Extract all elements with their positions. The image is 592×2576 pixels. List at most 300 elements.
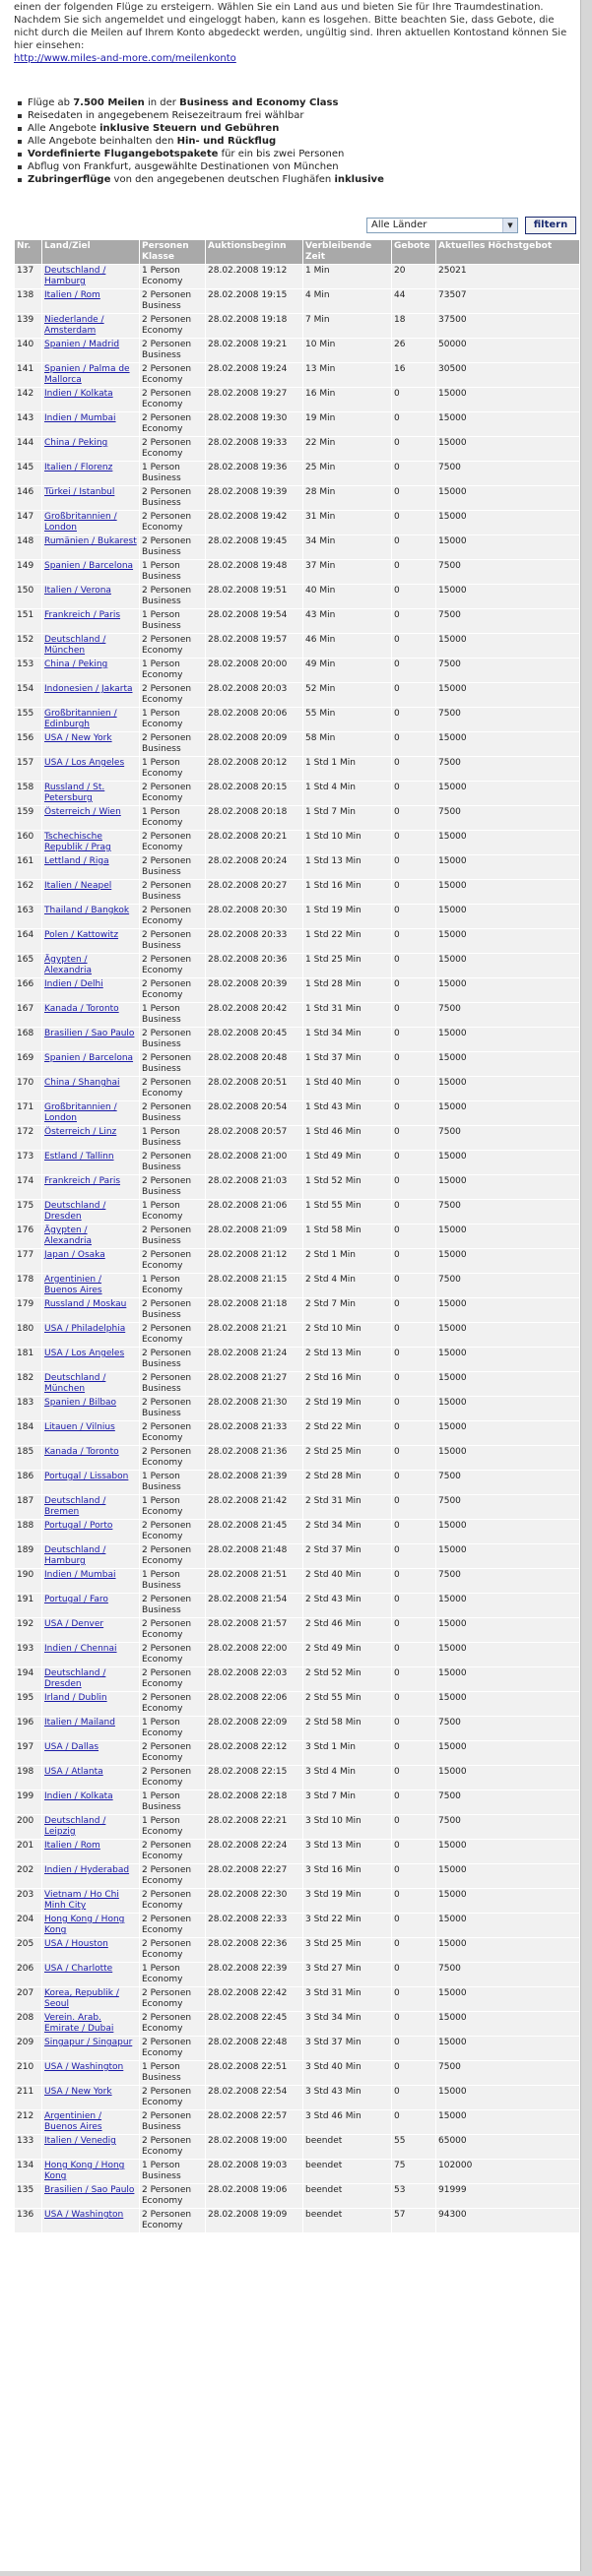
cell-persons-class: 1 Person Economy: [140, 1200, 205, 1224]
cell-highest-bid: 7500: [436, 708, 579, 731]
cell-nr: 169: [15, 1052, 41, 1076]
cell-nr: 155: [15, 708, 41, 731]
feature-text: Alle Angebote: [28, 123, 100, 134]
destination-link[interactable]: Italien / Verona: [44, 586, 111, 596]
cell-bids: 0: [392, 585, 435, 608]
cell-persons-class: 1 Person Business: [140, 1569, 205, 1593]
table-row: [15, 1471, 579, 1494]
cell-nr: 176: [15, 1225, 41, 1248]
destination-link[interactable]: USA / New York: [44, 733, 112, 743]
cell-auction-start: 28.02.2008 20:48: [206, 1052, 302, 1076]
cell-persons-class: 2 Personen Business: [140, 880, 205, 904]
destination-link[interactable]: Italien / Rom: [44, 290, 100, 300]
column-header: Nr.: [15, 240, 41, 264]
cell-persons-class: 2 Personen Business: [140, 585, 205, 608]
cell-highest-bid: 7500: [436, 2061, 579, 2085]
destination-link[interactable]: Italien / Mailand: [44, 1718, 115, 1728]
cell-persons-class: 2 Personen Economy: [140, 1766, 205, 1790]
cell-nr: 172: [15, 1126, 41, 1150]
cell-auction-start: 28.02.2008 21:54: [206, 1594, 302, 1617]
cell-nr: 167: [15, 1003, 41, 1027]
table-row: [15, 1987, 579, 2011]
feature-item: [28, 173, 579, 186]
cell-remaining-time: 1 Std 13 Min: [303, 855, 391, 879]
cell-highest-bid: 7500: [436, 806, 579, 830]
destination-link[interactable]: Italien / Florenz: [44, 463, 113, 472]
cell-nr: 154: [15, 683, 41, 707]
cell-highest-bid: 15000: [436, 388, 579, 411]
destination-link[interactable]: USA / Washington: [44, 2062, 124, 2072]
cell-remaining-time: 1 Std 10 Min: [303, 831, 391, 854]
cell-bids: 0: [392, 1397, 435, 1420]
cell-auction-start: 28.02.2008 20:54: [206, 1101, 302, 1125]
feature-highlight: 7.500 Meilen: [73, 97, 145, 108]
cell-nr: 173: [15, 1151, 41, 1174]
destination-link[interactable]: Österreich / Linz: [44, 1127, 117, 1137]
cell-persons-class: 2 Personen Business: [140, 1594, 205, 1617]
table-row: [15, 757, 579, 781]
table-row: [15, 2135, 579, 2159]
cell-bids: 0: [392, 1594, 435, 1617]
cell-destination: [42, 1101, 139, 1125]
destination-link[interactable]: Ägypten / Alexandria: [44, 955, 93, 975]
cell-auction-start: 28.02.2008 22:45: [206, 2012, 302, 2036]
destination-link[interactable]: Portugal / Faro: [44, 1595, 108, 1604]
destination-link[interactable]: Russland / Moskau: [44, 1299, 127, 1309]
cell-nr: 163: [15, 905, 41, 928]
cell-highest-bid: 15000: [436, 1101, 579, 1125]
destination-link[interactable]: Deutschland / Hamburg: [44, 266, 106, 286]
destination-link[interactable]: Portugal / Porto: [44, 1521, 113, 1531]
cell-destination: [42, 1889, 139, 1913]
destination-link[interactable]: Portugal / Lissabon: [44, 1472, 129, 1481]
cell-remaining-time: 3 Std 22 Min: [303, 1914, 391, 1937]
cell-bids: 0: [392, 1003, 435, 1027]
destination-link[interactable]: USA / Charlotte: [44, 1964, 113, 1974]
cell-persons-class: 2 Personen Economy: [140, 2086, 205, 2109]
cell-auction-start: 28.02.2008 22:36: [206, 1938, 302, 1962]
table-row: [15, 2061, 579, 2085]
country-select[interactable]: [366, 218, 518, 233]
destination-link[interactable]: Estland / Tallinn: [44, 1152, 114, 1162]
destination-link[interactable]: Deutschland / Dresden: [44, 1668, 106, 1689]
destination-link[interactable]: Indien / Delhi: [44, 979, 103, 989]
destination-link[interactable]: Großbritannien / Edinburgh: [44, 709, 117, 729]
cell-persons-class: 2 Personen Business: [140, 1101, 205, 1125]
cell-remaining-time: 1 Std 46 Min: [303, 1126, 391, 1150]
destination-link[interactable]: Italien / Rom: [44, 1841, 100, 1851]
cell-remaining-time: 2 Std 16 Min: [303, 1372, 391, 1396]
cell-nr: 203: [15, 1889, 41, 1913]
destination-link[interactable]: Italien / Neapel: [44, 881, 112, 891]
table-row: [15, 1421, 579, 1445]
cell-bids: 0: [392, 2012, 435, 2036]
cell-nr: 192: [15, 1618, 41, 1642]
destination-link[interactable]: Indonesien / Jakarta: [44, 684, 133, 694]
cell-auction-start: 28.02.2008 19:42: [206, 511, 302, 534]
cell-persons-class: 1 Person Economy: [140, 757, 205, 781]
cell-highest-bid: 15000: [436, 1298, 579, 1322]
table-row: [15, 855, 579, 879]
table-row: [15, 782, 579, 805]
destination-link[interactable]: Spanien / Palma de Mallorca: [44, 364, 130, 385]
cell-auction-start: 28.02.2008 20:45: [206, 1028, 302, 1051]
intro-text: einen der folgenden Flüge zu ersteigern. Wählen Sie ein Land aus und bieten Sie für Ihre Traumdestination. Nachdem Sie sich angemeldet und eingeloggt haben, kann es losgehen. Bitte beachten Sie, dass Gebote, die nicht durch die Meilen auf Ihrem Konto abgedeckt werden, ungültig sind. Ihren aktuellen Kontostand können Sie hier einsehen:: [14, 2, 567, 51]
cell-destination: [42, 2184, 139, 2208]
cell-auction-start: 28.02.2008 19:36: [206, 462, 302, 485]
cell-bids: 0: [392, 1225, 435, 1248]
cell-persons-class: 2 Personen Economy: [140, 1077, 205, 1100]
destination-link[interactable]: Verein. Arab. Emirate / Dubai: [44, 2013, 114, 2034]
cell-highest-bid: 15000: [436, 1421, 579, 1445]
cell-destination: [42, 1225, 139, 1248]
cell-remaining-time: 3 Std 7 Min: [303, 1791, 391, 1814]
cell-highest-bid: 15000: [436, 1397, 579, 1420]
cell-bids: 0: [392, 511, 435, 534]
feature-text: Reisedaten in angegebenem Reisezeitraum frei wählbar: [28, 110, 304, 121]
cell-bids: 0: [392, 1495, 435, 1519]
table-row: [15, 412, 579, 436]
destination-link[interactable]: China / Shanghai: [44, 1078, 120, 1088]
destination-link[interactable]: Kanada / Toronto: [44, 1447, 119, 1457]
column-header: Land/Ziel: [42, 240, 139, 264]
cell-persons-class: 2 Personen Economy: [140, 2209, 205, 2232]
table-row: [15, 831, 579, 854]
cell-remaining-time: 1 Std 37 Min: [303, 1052, 391, 1076]
cell-highest-bid: 15000: [436, 905, 579, 928]
table-row: [15, 2086, 579, 2109]
cell-bids: 0: [392, 1249, 435, 1273]
cell-persons-class: 2 Personen Economy: [140, 831, 205, 854]
cell-destination: [42, 880, 139, 904]
cell-auction-start: 28.02.2008 21:00: [206, 1151, 302, 1174]
destination-link[interactable]: Thailand / Bangkok: [44, 906, 130, 915]
table-row: [15, 1938, 579, 1962]
cell-remaining-time: 1 Std 25 Min: [303, 954, 391, 977]
cell-remaining-time: 2 Std 55 Min: [303, 1692, 391, 1716]
destination-link[interactable]: Brasilien / Sao Paulo: [44, 2185, 135, 2195]
cell-highest-bid: 37500: [436, 314, 579, 338]
cell-destination: [42, 1594, 139, 1617]
filter-bar: [14, 217, 577, 236]
cell-persons-class: 1 Person Business: [140, 2061, 205, 2085]
cell-nr: 142: [15, 388, 41, 411]
destination-link[interactable]: Deutschland / München: [44, 635, 106, 656]
cell-bids: 0: [392, 880, 435, 904]
destination-link[interactable]: Brasilien / Sao Paulo: [44, 1029, 135, 1038]
table-row: [15, 708, 579, 731]
destination-link[interactable]: Lettland / Riga: [44, 856, 109, 866]
destination-link[interactable]: Frankreich / Paris: [44, 610, 121, 620]
destination-link[interactable]: Deutschland / Bremen: [44, 1496, 106, 1517]
cell-nr: 202: [15, 1864, 41, 1888]
cell-persons-class: 2 Personen Business: [140, 1397, 205, 1420]
cell-auction-start: 28.02.2008 21:15: [206, 1274, 302, 1297]
cell-bids: 0: [392, 535, 435, 559]
table-row: [15, 2037, 579, 2060]
table-row: [15, 683, 579, 707]
destination-link[interactable]: Spanien / Barcelona: [44, 1053, 134, 1063]
cell-destination: [42, 855, 139, 879]
cell-highest-bid: 15000: [436, 1643, 579, 1666]
cell-auction-start: 28.02.2008 22:12: [206, 1741, 302, 1765]
cell-highest-bid: 91999: [436, 2184, 579, 2208]
destination-link[interactable]: Hong Kong / Hong Kong: [44, 1915, 125, 1935]
destination-link[interactable]: Spanien / Bilbao: [44, 1398, 117, 1408]
cell-auction-start: 28.02.2008 19:39: [206, 486, 302, 510]
destination-link[interactable]: Türkei / Istanbul: [44, 487, 115, 497]
cell-remaining-time: 2 Std 34 Min: [303, 1520, 391, 1543]
cell-nr: 170: [15, 1077, 41, 1100]
cell-bids: 26: [392, 339, 435, 362]
cell-remaining-time: 58 Min: [303, 732, 391, 756]
table-row: [15, 1717, 579, 1740]
destination-link[interactable]: USA / Los Angeles: [44, 1349, 125, 1358]
destination-link[interactable]: Hong Kong / Hong Kong: [44, 2161, 125, 2181]
cell-auction-start: 28.02.2008 22:18: [206, 1791, 302, 1814]
destination-link[interactable]: USA / Washington: [44, 2210, 124, 2220]
destination-link[interactable]: Argentinien / Buenos Aires: [44, 2111, 102, 2132]
cell-nr: 210: [15, 2061, 41, 2085]
destination-link[interactable]: Indien / Mumbai: [44, 1570, 116, 1580]
feature-item: [28, 122, 579, 135]
destination-link[interactable]: Irland / Dublin: [44, 1693, 107, 1703]
cell-nr: 207: [15, 1987, 41, 2011]
cell-remaining-time: 2 Std 37 Min: [303, 1544, 391, 1568]
cell-highest-bid: 15000: [436, 412, 579, 436]
destination-link[interactable]: USA / Los Angeles: [44, 758, 125, 768]
cell-highest-bid: 7500: [436, 462, 579, 485]
destination-link[interactable]: Russland / St. Petersburg: [44, 783, 105, 803]
cell-destination: [42, 1372, 139, 1396]
destination-link[interactable]: Italien / Venedig: [44, 2136, 116, 2146]
destination-link[interactable]: China / Peking: [44, 438, 108, 448]
cell-nr: 159: [15, 806, 41, 830]
cell-remaining-time: beendet: [303, 2160, 391, 2183]
cell-highest-bid: 15000: [436, 1077, 579, 1100]
cell-remaining-time: 22 Min: [303, 437, 391, 461]
cell-bids: 0: [392, 1643, 435, 1666]
destination-link[interactable]: Großbritannien / London: [44, 512, 117, 533]
table-row: [15, 2160, 579, 2183]
cell-highest-bid: 15000: [436, 1544, 579, 1568]
cell-persons-class: 2 Personen Business: [140, 339, 205, 362]
cell-persons-class: 2 Personen Economy: [140, 1914, 205, 1937]
cell-remaining-time: 40 Min: [303, 585, 391, 608]
cell-destination: [42, 585, 139, 608]
cell-nr: 201: [15, 1840, 41, 1863]
cell-remaining-time: 3 Std 25 Min: [303, 1938, 391, 1962]
destination-link[interactable]: Argentinien / Buenos Aires: [44, 1275, 102, 1295]
destination-link[interactable]: Deutschland / Dresden: [44, 1201, 106, 1222]
cell-highest-bid: 15000: [436, 2110, 579, 2134]
cell-persons-class: 2 Personen Economy: [140, 363, 205, 387]
cell-persons-class: 2 Personen Economy: [140, 1667, 205, 1691]
cell-nr: 185: [15, 1446, 41, 1470]
cell-highest-bid: 15000: [436, 1618, 579, 1642]
cell-bids: 0: [392, 1372, 435, 1396]
cell-highest-bid: 15000: [436, 634, 579, 658]
cell-bids: 0: [392, 1692, 435, 1716]
cell-remaining-time: 3 Std 40 Min: [303, 2061, 391, 2085]
cell-nr: 133: [15, 2135, 41, 2159]
destination-link[interactable]: Niederlande / Amsterdam: [44, 315, 104, 336]
cell-highest-bid: 7500: [436, 560, 579, 584]
destination-link[interactable]: Kanada / Toronto: [44, 1004, 119, 1014]
cell-nr: 137: [15, 265, 41, 288]
destination-link[interactable]: Spanien / Madrid: [44, 340, 120, 349]
cell-bids: 0: [392, 1298, 435, 1322]
destination-link[interactable]: Ägypten / Alexandria: [44, 1225, 93, 1246]
table-row: [15, 2184, 579, 2208]
destination-link[interactable]: Indien / Hyderabad: [44, 1865, 130, 1875]
cell-nr: 178: [15, 1274, 41, 1297]
destination-link[interactable]: Litauen / Vilnius: [44, 1422, 115, 1432]
cell-nr: 194: [15, 1667, 41, 1691]
chevron-down-icon[interactable]: ▼: [502, 219, 517, 232]
cell-auction-start: 28.02.2008 21:36: [206, 1446, 302, 1470]
cell-destination: [42, 1692, 139, 1716]
cell-auction-start: 28.02.2008 19:33: [206, 437, 302, 461]
cell-remaining-time: 2 Std 25 Min: [303, 1446, 391, 1470]
cell-persons-class: 2 Personen Business: [140, 535, 205, 559]
cell-remaining-time: 16 Min: [303, 388, 391, 411]
table-row: [15, 265, 579, 288]
cell-highest-bid: 15000: [436, 1987, 579, 2011]
cell-destination: [42, 1569, 139, 1593]
filter-button[interactable]: filtern: [525, 217, 576, 234]
cell-remaining-time: 2 Std 31 Min: [303, 1495, 391, 1519]
destination-link[interactable]: Japan / Osaka: [44, 1250, 105, 1260]
destination-link[interactable]: Großbritannien / London: [44, 1102, 117, 1123]
cell-nr: 181: [15, 1348, 41, 1371]
destination-link[interactable]: Deutschland / Hamburg: [44, 1545, 106, 1566]
cell-bids: 0: [392, 2061, 435, 2085]
cell-persons-class: 2 Personen Economy: [140, 1864, 205, 1888]
destination-link[interactable]: Rumänien / Bukarest: [44, 536, 137, 546]
cell-highest-bid: 15000: [436, 1225, 579, 1248]
cell-destination: [42, 1914, 139, 1937]
destination-link[interactable]: Frankreich / Paris: [44, 1176, 121, 1186]
cell-auction-start: 28.02.2008 19:27: [206, 388, 302, 411]
cell-remaining-time: 3 Std 46 Min: [303, 2110, 391, 2134]
cell-bids: 0: [392, 1914, 435, 1937]
cell-highest-bid: 102000: [436, 2160, 579, 2183]
cell-remaining-time: 1 Std 31 Min: [303, 1003, 391, 1027]
cell-highest-bid: 94300: [436, 2209, 579, 2232]
cell-persons-class: 2 Personen Business: [140, 486, 205, 510]
destination-link[interactable]: USA / Philadelphia: [44, 1324, 126, 1334]
cell-auction-start: 28.02.2008 22:54: [206, 2086, 302, 2109]
cell-auction-start: 28.02.2008 19:24: [206, 363, 302, 387]
cell-nr: 166: [15, 978, 41, 1002]
cell-auction-start: 28.02.2008 21:45: [206, 1520, 302, 1543]
destination-link[interactable]: USA / Dallas: [44, 1742, 99, 1752]
destination-link[interactable]: USA / New York: [44, 2087, 112, 2097]
destination-link[interactable]: Korea, Republik / Seoul: [44, 1988, 119, 2009]
destination-link[interactable]: Tschechische Republik / Prag: [44, 832, 111, 852]
destination-link[interactable]: USA / Houston: [44, 1939, 108, 1949]
cell-bids: 0: [392, 1766, 435, 1790]
cell-nr: 139: [15, 314, 41, 338]
cell-bids: 0: [392, 1028, 435, 1051]
cell-highest-bid: 15000: [436, 1840, 579, 1863]
cell-remaining-time: 3 Std 27 Min: [303, 1963, 391, 1986]
destination-link[interactable]: Polen / Kattowitz: [44, 930, 119, 940]
cell-bids: 0: [392, 954, 435, 977]
destination-link[interactable]: Österreich / Wien: [44, 807, 121, 817]
destination-link[interactable]: Indien / Chennai: [44, 1644, 117, 1654]
feature-highlight: Vordefinierte Flugangebotspakete: [28, 149, 219, 159]
cell-auction-start: 28.02.2008 21:27: [206, 1372, 302, 1396]
destination-link[interactable]: Singapur / Singapur: [44, 2038, 133, 2047]
cell-nr: 180: [15, 1323, 41, 1347]
cell-destination: [42, 511, 139, 534]
cell-bids: 0: [392, 609, 435, 633]
cell-remaining-time: 1 Std 1 Min: [303, 757, 391, 781]
cell-remaining-time: 49 Min: [303, 659, 391, 682]
cell-auction-start: 28.02.2008 20:27: [206, 880, 302, 904]
cell-bids: 0: [392, 757, 435, 781]
cell-remaining-time: 1 Std 7 Min: [303, 806, 391, 830]
cell-highest-bid: 65000: [436, 2135, 579, 2159]
destination-link[interactable]: USA / Denver: [44, 1619, 104, 1629]
cell-highest-bid: 7500: [436, 1495, 579, 1519]
cell-bids: 0: [392, 1520, 435, 1543]
cell-auction-start: 28.02.2008 19:51: [206, 585, 302, 608]
cell-persons-class: 1 Person Economy: [140, 1963, 205, 1986]
cell-remaining-time: 1 Std 34 Min: [303, 1028, 391, 1051]
cell-highest-bid: 7500: [436, 757, 579, 781]
cell-nr: 208: [15, 2012, 41, 2036]
cell-highest-bid: 15000: [436, 1323, 579, 1347]
cell-persons-class: 2 Personen Business: [140, 929, 205, 953]
cell-persons-class: 2 Personen Economy: [140, 1938, 205, 1962]
cell-auction-start: 28.02.2008 20:30: [206, 905, 302, 928]
destination-link[interactable]: Indien / Kolkata: [44, 1791, 113, 1801]
cell-remaining-time: 1 Std 43 Min: [303, 1101, 391, 1125]
table-row: [15, 1175, 579, 1199]
table-row: [15, 1200, 579, 1224]
cell-destination: [42, 1323, 139, 1347]
cell-auction-start: 28.02.2008 22:15: [206, 1766, 302, 1790]
cell-remaining-time: 55 Min: [303, 708, 391, 731]
cell-persons-class: 2 Personen Economy: [140, 1544, 205, 1568]
cell-destination: [42, 1151, 139, 1174]
table-row: [15, 732, 579, 756]
destination-link[interactable]: Vietnam / Ho Chi Minh City: [44, 1890, 119, 1911]
destination-link[interactable]: Deutschland / Leipzig: [44, 1816, 106, 1837]
cell-persons-class: 2 Personen Economy: [140, 437, 205, 461]
cell-remaining-time: 46 Min: [303, 634, 391, 658]
table-row: [15, 929, 579, 953]
destination-link[interactable]: Indien / Kolkata: [44, 389, 113, 399]
destination-link[interactable]: Indien / Mumbai: [44, 413, 116, 423]
cell-auction-start: 28.02.2008 19:18: [206, 314, 302, 338]
table-row: [15, 1643, 579, 1666]
destination-link[interactable]: China / Peking: [44, 660, 108, 669]
cell-persons-class: 2 Personen Business: [140, 2110, 205, 2134]
destination-link[interactable]: USA / Atlanta: [44, 1767, 103, 1777]
destination-link[interactable]: Deutschland / München: [44, 1373, 106, 1394]
miles-account-link[interactable]: http://www.miles-and-more.com/meilenkonto: [14, 53, 236, 64]
cell-nr: 151: [15, 609, 41, 633]
cell-bids: 0: [392, 2037, 435, 2060]
cell-remaining-time: 2 Std 58 Min: [303, 1717, 391, 1740]
cell-destination: [42, 1446, 139, 1470]
destination-link[interactable]: Spanien / Barcelona: [44, 561, 134, 571]
cell-bids: 20: [392, 265, 435, 288]
